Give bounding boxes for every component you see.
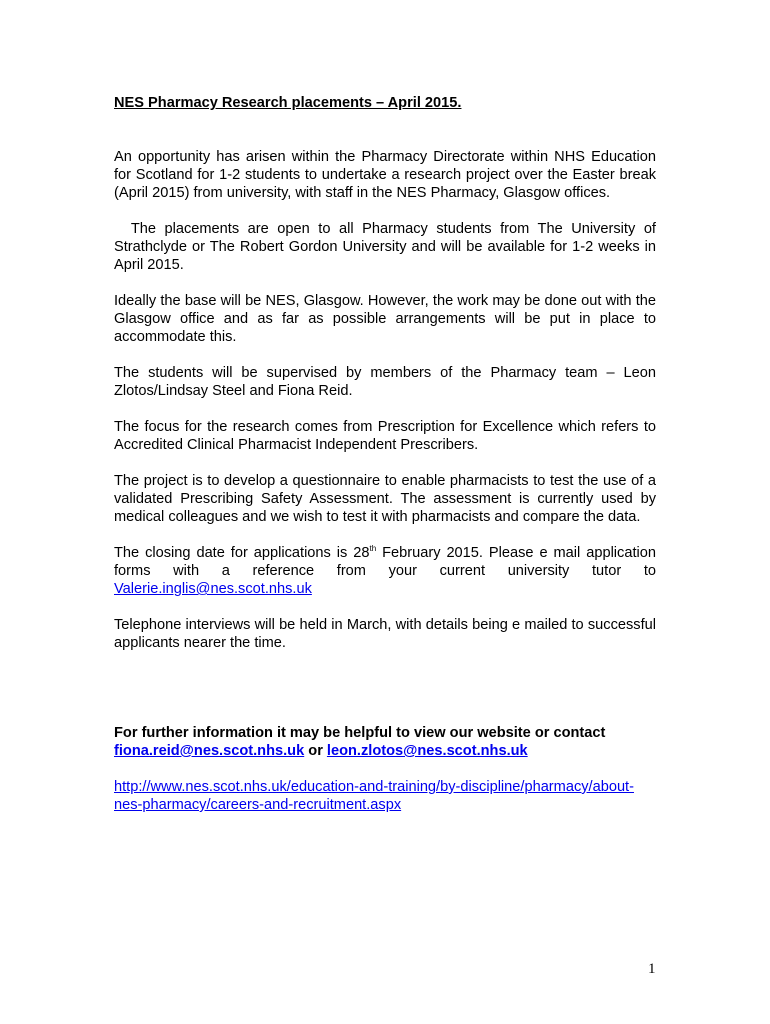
paragraph-placements-text: The placements are open to all Pharmacy students from The University of Strathclyde or The Robert Gordon University and will be available for 1-2 weeks in April 2015. [114,221,656,273]
paragraph-focus: The focus for the research comes from Prescription for Excellence which refers to Accredited Clinical Pharmacist Independent Prescribers. [114,419,656,453]
page-number: 1 [648,961,656,977]
further-information [114,724,656,760]
document-title: NES Pharmacy Research placements – April 2015. [114,95,462,111]
paragraph-interviews: Telephone interviews will be held in March, with details being e mailed to successful applicants nearer the time. [114,617,656,651]
website-link[interactable] [114,779,634,813]
closing-date-text-before: The closing date for applications is 28 [114,545,370,561]
valerie-email-link[interactable]: Valerie.inglis@nes.scot.nhs.uk [114,581,312,597]
fiona-email-link[interactable]: fiona.reid@nes.scot.nhs.uk [114,743,305,759]
further-information-text: For further information it may be helpful to view our website or contact [114,725,606,741]
paragraph-closing-date [114,544,656,598]
website-link-line1: http://www.nes.scot.nhs.uk/education-and-training/by-discipline/pharmacy/about- [114,779,634,795]
website-url [114,778,656,814]
closing-date-text-after: February 2015. Please e mail application forms with a reference from your current university tutor to [114,545,656,579]
paragraph-base: Ideally the base will be NES, Glasgow. However, the work may be done out with the Glasgow office and as far as possible arrangements will be put in place to accommodate this. [114,293,656,345]
document-page [114,94,656,814]
paragraph-supervision: The students will be supervised by members of the Pharmacy team – Leon Zlotos/Lindsay Steel and Fiona Reid. [114,365,656,399]
ordinal-suffix: th [369,544,377,554]
or-connector: or [304,743,327,759]
website-link-line2: nes-pharmacy/careers-and-recruitment.aspx [114,797,402,813]
paragraph-project: The project is to develop a questionnaire to enable pharmacists to test the use of a validated Prescribing Safety Assessment. The assessment is currently used by medical colleagues and we wish to test it with pharmacists and compare the data. [114,473,656,525]
paragraph-placements [114,220,656,274]
paragraph-opportunity: An opportunity has arisen within the Pharmacy Directorate within NHS Education for Scotland for 1-2 students to undertake a research project over the Easter break (April 2015) from university, with staff in the NES Pharmacy, Glasgow offices. [114,149,656,201]
leon-email-link[interactable]: leon.zlotos@nes.scot.nhs.uk [326,743,528,759]
